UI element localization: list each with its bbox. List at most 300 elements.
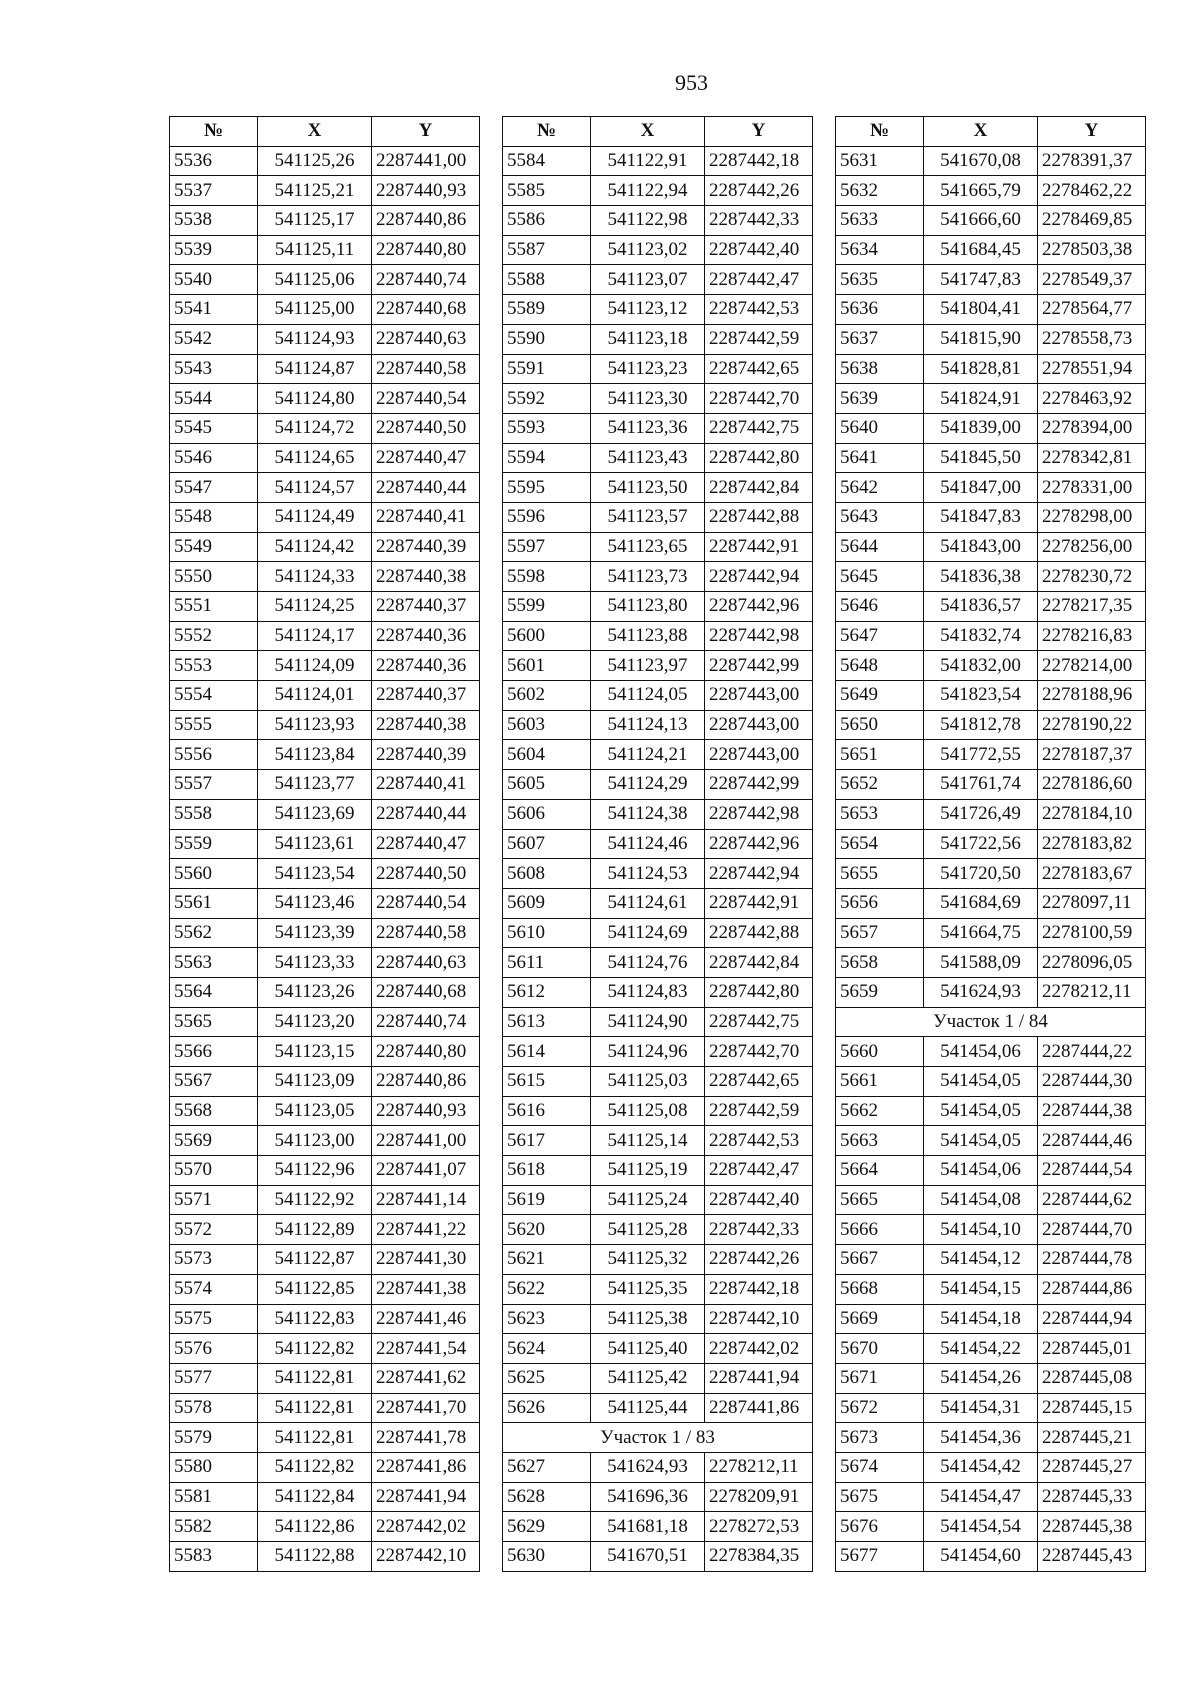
y-cell: 2278100,59 bbox=[1038, 918, 1146, 948]
page-number: 953 bbox=[675, 70, 708, 95]
num-cell: 5623 bbox=[503, 1304, 591, 1334]
num-cell: 5651 bbox=[836, 740, 924, 770]
num-cell: 5640 bbox=[836, 413, 924, 443]
table-row bbox=[836, 1156, 1146, 1186]
table-row bbox=[503, 1304, 813, 1334]
x-cell: 541836,38 bbox=[924, 562, 1038, 592]
x-cell: 541122,91 bbox=[591, 146, 705, 176]
y-cell: 2287441,07 bbox=[372, 1156, 480, 1186]
x-cell: 541125,21 bbox=[258, 176, 372, 206]
num-cell: 5607 bbox=[503, 829, 591, 859]
num-cell: 5599 bbox=[503, 592, 591, 622]
table-row bbox=[503, 888, 813, 918]
y-cell: 2278217,35 bbox=[1038, 592, 1146, 622]
table-row bbox=[170, 948, 480, 978]
x-cell: 541454,08 bbox=[924, 1185, 1038, 1215]
num-cell: 5544 bbox=[170, 384, 258, 414]
y-cell: 2287442,18 bbox=[705, 146, 813, 176]
num-cell: 5604 bbox=[503, 740, 591, 770]
x-cell: 541125,44 bbox=[591, 1393, 705, 1423]
x-cell: 541125,19 bbox=[591, 1156, 705, 1186]
num-cell: 5540 bbox=[170, 265, 258, 295]
x-cell: 541124,87 bbox=[258, 354, 372, 384]
x-cell: 541823,54 bbox=[924, 681, 1038, 711]
table-row bbox=[836, 443, 1146, 473]
num-cell: 5562 bbox=[170, 918, 258, 948]
x-cell: 541124,33 bbox=[258, 562, 372, 592]
y-cell: 2278183,67 bbox=[1038, 859, 1146, 889]
y-cell: 2287440,37 bbox=[372, 681, 480, 711]
num-cell: 5545 bbox=[170, 413, 258, 443]
num-cell: 5594 bbox=[503, 443, 591, 473]
x-cell: 541124,17 bbox=[258, 621, 372, 651]
num-cell: 5622 bbox=[503, 1274, 591, 1304]
num-cell: 5543 bbox=[170, 354, 258, 384]
table-row bbox=[836, 1096, 1146, 1126]
y-cell: 2287440,36 bbox=[372, 621, 480, 651]
y-cell: 2287442,40 bbox=[705, 1185, 813, 1215]
num-cell: 5659 bbox=[836, 977, 924, 1007]
num-cell: 5665 bbox=[836, 1185, 924, 1215]
table-row bbox=[170, 265, 480, 295]
x-cell: 541624,93 bbox=[924, 977, 1038, 1007]
table-row bbox=[170, 1007, 480, 1037]
y-cell: 2287444,62 bbox=[1038, 1185, 1146, 1215]
x-cell: 541720,50 bbox=[924, 859, 1038, 889]
y-cell: 2287440,86 bbox=[372, 206, 480, 236]
table-row bbox=[170, 443, 480, 473]
num-cell: 5630 bbox=[503, 1542, 591, 1572]
y-cell: 2287440,44 bbox=[372, 799, 480, 829]
x-cell: 541122,88 bbox=[258, 1542, 372, 1572]
table-header-row bbox=[503, 117, 813, 147]
x-cell: 541122,84 bbox=[258, 1482, 372, 1512]
y-cell: 2287440,47 bbox=[372, 443, 480, 473]
y-cell: 2287440,74 bbox=[372, 1007, 480, 1037]
table-row bbox=[503, 1452, 813, 1482]
y-cell: 2287442,96 bbox=[705, 829, 813, 859]
x-cell: 541125,11 bbox=[258, 235, 372, 265]
num-cell: 5561 bbox=[170, 888, 258, 918]
table-row bbox=[503, 592, 813, 622]
num-cell: 5536 bbox=[170, 146, 258, 176]
y-cell: 2287442,53 bbox=[705, 1126, 813, 1156]
num-cell: 5664 bbox=[836, 1156, 924, 1186]
num-cell: 5637 bbox=[836, 324, 924, 354]
num-cell: 5674 bbox=[836, 1452, 924, 1482]
table-row bbox=[503, 1363, 813, 1393]
y-cell: 2287440,38 bbox=[372, 562, 480, 592]
num-cell: 5625 bbox=[503, 1363, 591, 1393]
table-row bbox=[170, 413, 480, 443]
table-row bbox=[170, 1363, 480, 1393]
x-cell: 541454,06 bbox=[924, 1156, 1038, 1186]
table-row bbox=[170, 1185, 480, 1215]
table-row bbox=[170, 1334, 480, 1364]
y-cell: 2287442,10 bbox=[372, 1542, 480, 1572]
x-cell: 541125,26 bbox=[258, 146, 372, 176]
table-row bbox=[503, 740, 813, 770]
x-cell: 541664,75 bbox=[924, 918, 1038, 948]
num-cell: 5578 bbox=[170, 1393, 258, 1423]
table-row bbox=[836, 888, 1146, 918]
table-row bbox=[170, 473, 480, 503]
num-cell: 5635 bbox=[836, 265, 924, 295]
x-cell: 541454,47 bbox=[924, 1482, 1038, 1512]
y-cell: 2287444,38 bbox=[1038, 1096, 1146, 1126]
y-cell: 2278384,35 bbox=[705, 1542, 813, 1572]
table-row bbox=[503, 1096, 813, 1126]
num-cell: 5569 bbox=[170, 1126, 258, 1156]
x-cell: 541124,46 bbox=[591, 829, 705, 859]
y-cell: 2287442,98 bbox=[705, 799, 813, 829]
num-cell: 5584 bbox=[503, 146, 591, 176]
table-row bbox=[503, 532, 813, 562]
y-cell: 2287441,00 bbox=[372, 1126, 480, 1156]
x-cell: 541123,33 bbox=[258, 948, 372, 978]
y-cell: 2287441,94 bbox=[372, 1482, 480, 1512]
x-cell: 541832,00 bbox=[924, 651, 1038, 681]
table-row bbox=[503, 1126, 813, 1156]
section-title: Участок 1 / 83 bbox=[503, 1423, 813, 1453]
y-cell: 2287440,58 bbox=[372, 354, 480, 384]
x-column-header: X bbox=[591, 117, 705, 147]
y-cell: 2287444,94 bbox=[1038, 1304, 1146, 1334]
table-row bbox=[170, 799, 480, 829]
table-row bbox=[170, 651, 480, 681]
x-cell: 541123,07 bbox=[591, 265, 705, 295]
table-row bbox=[836, 681, 1146, 711]
table-row bbox=[170, 1542, 480, 1572]
num-cell: 5564 bbox=[170, 977, 258, 1007]
table-row bbox=[503, 1482, 813, 1512]
x-cell: 541454,18 bbox=[924, 1304, 1038, 1334]
num-cell: 5655 bbox=[836, 859, 924, 889]
y-cell: 2287442,99 bbox=[705, 651, 813, 681]
num-cell: 5645 bbox=[836, 562, 924, 592]
x-cell: 541125,40 bbox=[591, 1334, 705, 1364]
y-cell: 2278551,94 bbox=[1038, 354, 1146, 384]
y-column-header: Y bbox=[372, 117, 480, 147]
num-cell: 5590 bbox=[503, 324, 591, 354]
num-cell: 5634 bbox=[836, 235, 924, 265]
table-row bbox=[836, 948, 1146, 978]
table-row bbox=[836, 354, 1146, 384]
y-cell: 2287442,80 bbox=[705, 443, 813, 473]
coordinates-table-2 bbox=[502, 116, 813, 1572]
table-row bbox=[170, 770, 480, 800]
y-cell: 2287442,18 bbox=[705, 1274, 813, 1304]
table-row bbox=[170, 859, 480, 889]
table-row bbox=[503, 1393, 813, 1423]
num-cell: 5585 bbox=[503, 176, 591, 206]
x-cell: 541123,61 bbox=[258, 829, 372, 859]
table-row bbox=[170, 1037, 480, 1067]
num-cell: 5608 bbox=[503, 859, 591, 889]
y-cell: 2287442,53 bbox=[705, 295, 813, 325]
table-row bbox=[503, 354, 813, 384]
table-row bbox=[503, 918, 813, 948]
y-cell: 2278462,22 bbox=[1038, 176, 1146, 206]
y-cell: 2278184,10 bbox=[1038, 799, 1146, 829]
num-cell: 5633 bbox=[836, 206, 924, 236]
num-cell: 5558 bbox=[170, 799, 258, 829]
x-cell: 541839,00 bbox=[924, 413, 1038, 443]
y-cell: 2287445,33 bbox=[1038, 1482, 1146, 1512]
table-row bbox=[836, 1393, 1146, 1423]
num-cell: 5620 bbox=[503, 1215, 591, 1245]
num-cell: 5656 bbox=[836, 888, 924, 918]
num-cell: 5649 bbox=[836, 681, 924, 711]
num-cell: 5555 bbox=[170, 710, 258, 740]
x-cell: 541454,31 bbox=[924, 1393, 1038, 1423]
y-cell: 2278187,37 bbox=[1038, 740, 1146, 770]
y-cell: 2287441,94 bbox=[705, 1363, 813, 1393]
table-row bbox=[170, 235, 480, 265]
table-row bbox=[503, 473, 813, 503]
y-cell: 2287442,80 bbox=[705, 977, 813, 1007]
num-cell: 5639 bbox=[836, 384, 924, 414]
num-cell: 5626 bbox=[503, 1393, 591, 1423]
table-row bbox=[170, 384, 480, 414]
x-cell: 541125,24 bbox=[591, 1185, 705, 1215]
table-row bbox=[170, 1096, 480, 1126]
x-cell: 541124,13 bbox=[591, 710, 705, 740]
table-row bbox=[503, 1156, 813, 1186]
num-cell: 5605 bbox=[503, 770, 591, 800]
x-cell: 541124,53 bbox=[591, 859, 705, 889]
y-cell: 2287440,50 bbox=[372, 413, 480, 443]
x-cell: 541828,81 bbox=[924, 354, 1038, 384]
x-cell: 541454,22 bbox=[924, 1334, 1038, 1364]
num-cell: 5653 bbox=[836, 799, 924, 829]
num-cell: 5549 bbox=[170, 532, 258, 562]
x-cell: 541454,36 bbox=[924, 1423, 1038, 1453]
table-row bbox=[836, 1542, 1146, 1572]
x-cell: 541124,65 bbox=[258, 443, 372, 473]
y-cell: 2278298,00 bbox=[1038, 502, 1146, 532]
y-cell: 2287441,86 bbox=[372, 1452, 480, 1482]
table-row bbox=[836, 176, 1146, 206]
num-cell: 5600 bbox=[503, 621, 591, 651]
table-row bbox=[836, 1423, 1146, 1453]
x-cell: 541454,15 bbox=[924, 1274, 1038, 1304]
table-row bbox=[170, 1274, 480, 1304]
num-cell: 5573 bbox=[170, 1245, 258, 1275]
y-column-header: Y bbox=[705, 117, 813, 147]
num-cell: 5581 bbox=[170, 1482, 258, 1512]
y-cell: 2287442,47 bbox=[705, 1156, 813, 1186]
num-cell: 5589 bbox=[503, 295, 591, 325]
num-cell: 5632 bbox=[836, 176, 924, 206]
y-cell: 2287445,43 bbox=[1038, 1542, 1146, 1572]
table-row bbox=[503, 977, 813, 1007]
x-cell: 541125,38 bbox=[591, 1304, 705, 1334]
x-cell: 541124,61 bbox=[591, 888, 705, 918]
num-cell: 5654 bbox=[836, 829, 924, 859]
table-row bbox=[836, 1037, 1146, 1067]
x-cell: 541123,05 bbox=[258, 1096, 372, 1126]
num-cell: 5642 bbox=[836, 473, 924, 503]
table-row bbox=[836, 799, 1146, 829]
x-cell: 541123,73 bbox=[591, 562, 705, 592]
x-cell: 541124,96 bbox=[591, 1037, 705, 1067]
x-cell: 541124,38 bbox=[591, 799, 705, 829]
num-cell: 5603 bbox=[503, 710, 591, 740]
y-cell: 2278342,81 bbox=[1038, 443, 1146, 473]
y-cell: 2287444,78 bbox=[1038, 1245, 1146, 1275]
num-cell: 5571 bbox=[170, 1185, 258, 1215]
table-row bbox=[836, 918, 1146, 948]
x-cell: 541123,26 bbox=[258, 977, 372, 1007]
num-cell: 5557 bbox=[170, 770, 258, 800]
table-row bbox=[503, 206, 813, 236]
y-cell: 2287440,41 bbox=[372, 770, 480, 800]
x-cell: 541125,00 bbox=[258, 295, 372, 325]
y-cell: 2287440,93 bbox=[372, 176, 480, 206]
y-cell: 2287442,10 bbox=[705, 1304, 813, 1334]
y-cell: 2287441,86 bbox=[705, 1393, 813, 1423]
num-cell: 5559 bbox=[170, 829, 258, 859]
y-cell: 2287442,75 bbox=[705, 413, 813, 443]
num-cell: 5615 bbox=[503, 1067, 591, 1097]
y-cell: 2287442,91 bbox=[705, 532, 813, 562]
table-row bbox=[170, 740, 480, 770]
table-row bbox=[170, 621, 480, 651]
y-cell: 2287442,70 bbox=[705, 384, 813, 414]
y-cell: 2287442,59 bbox=[705, 324, 813, 354]
x-cell: 541454,42 bbox=[924, 1452, 1038, 1482]
x-column-header: X bbox=[924, 117, 1038, 147]
y-cell: 2287444,54 bbox=[1038, 1156, 1146, 1186]
x-cell: 541454,05 bbox=[924, 1096, 1038, 1126]
y-cell: 2278230,72 bbox=[1038, 562, 1146, 592]
table-row bbox=[503, 1007, 813, 1037]
table-row bbox=[170, 918, 480, 948]
num-cell: 5658 bbox=[836, 948, 924, 978]
num-cell: 5560 bbox=[170, 859, 258, 889]
num-cell: 5675 bbox=[836, 1482, 924, 1512]
section-title: Участок 1 / 84 bbox=[836, 1007, 1146, 1037]
x-cell: 541125,32 bbox=[591, 1245, 705, 1275]
x-cell: 541123,54 bbox=[258, 859, 372, 889]
table-row bbox=[836, 295, 1146, 325]
num-cell: 5612 bbox=[503, 977, 591, 1007]
x-cell: 541454,54 bbox=[924, 1512, 1038, 1542]
table-row bbox=[836, 1067, 1146, 1097]
coordinates-table-1 bbox=[169, 116, 480, 1572]
num-cell: 5621 bbox=[503, 1245, 591, 1275]
table-row bbox=[503, 1037, 813, 1067]
table-row bbox=[170, 710, 480, 740]
num-cell: 5670 bbox=[836, 1334, 924, 1364]
num-cell: 5663 bbox=[836, 1126, 924, 1156]
table-row bbox=[503, 265, 813, 295]
num-cell: 5673 bbox=[836, 1423, 924, 1453]
y-cell: 2287442,02 bbox=[705, 1334, 813, 1364]
table-row bbox=[170, 1245, 480, 1275]
table-row bbox=[170, 295, 480, 325]
y-cell: 2287440,36 bbox=[372, 651, 480, 681]
table-row bbox=[836, 206, 1146, 236]
num-cell: 5575 bbox=[170, 1304, 258, 1334]
table-row bbox=[503, 1245, 813, 1275]
y-cell: 2278183,82 bbox=[1038, 829, 1146, 859]
x-cell: 541125,17 bbox=[258, 206, 372, 236]
x-cell: 541824,91 bbox=[924, 384, 1038, 414]
x-cell: 541123,77 bbox=[258, 770, 372, 800]
x-cell: 541123,69 bbox=[258, 799, 372, 829]
y-cell: 2278209,91 bbox=[705, 1482, 813, 1512]
x-cell: 541123,09 bbox=[258, 1067, 372, 1097]
table-row bbox=[836, 1245, 1146, 1275]
x-cell: 541681,18 bbox=[591, 1512, 705, 1542]
y-cell: 2278186,60 bbox=[1038, 770, 1146, 800]
table-row bbox=[170, 324, 480, 354]
x-cell: 541684,45 bbox=[924, 235, 1038, 265]
x-cell: 541747,83 bbox=[924, 265, 1038, 295]
y-cell: 2287442,91 bbox=[705, 888, 813, 918]
table-row bbox=[503, 413, 813, 443]
x-cell: 541845,50 bbox=[924, 443, 1038, 473]
num-column-header: № bbox=[836, 117, 924, 147]
y-cell: 2287442,94 bbox=[705, 562, 813, 592]
num-cell: 5672 bbox=[836, 1393, 924, 1423]
x-cell: 541761,74 bbox=[924, 770, 1038, 800]
num-cell: 5601 bbox=[503, 651, 591, 681]
num-cell: 5610 bbox=[503, 918, 591, 948]
table-row bbox=[503, 948, 813, 978]
table-row bbox=[836, 1215, 1146, 1245]
table-row bbox=[170, 502, 480, 532]
num-cell: 5574 bbox=[170, 1274, 258, 1304]
y-cell: 2287444,30 bbox=[1038, 1067, 1146, 1097]
y-cell: 2278558,73 bbox=[1038, 324, 1146, 354]
y-cell: 2287440,47 bbox=[372, 829, 480, 859]
table-row bbox=[503, 562, 813, 592]
x-cell: 541123,50 bbox=[591, 473, 705, 503]
num-cell: 5598 bbox=[503, 562, 591, 592]
y-cell: 2287441,14 bbox=[372, 1185, 480, 1215]
table-row bbox=[503, 1215, 813, 1245]
y-cell: 2287442,98 bbox=[705, 621, 813, 651]
table-row bbox=[170, 1452, 480, 1482]
num-cell: 5660 bbox=[836, 1037, 924, 1067]
table-row bbox=[170, 1512, 480, 1542]
y-cell: 2287440,63 bbox=[372, 324, 480, 354]
num-cell: 5667 bbox=[836, 1245, 924, 1275]
x-cell: 541125,42 bbox=[591, 1363, 705, 1393]
num-cell: 5677 bbox=[836, 1542, 924, 1572]
table-row bbox=[836, 770, 1146, 800]
x-cell: 541123,80 bbox=[591, 592, 705, 622]
table-row bbox=[503, 859, 813, 889]
x-cell: 541122,82 bbox=[258, 1452, 372, 1482]
table-row bbox=[170, 1423, 480, 1453]
x-cell: 541123,12 bbox=[591, 295, 705, 325]
table-row bbox=[170, 562, 480, 592]
y-cell: 2287440,80 bbox=[372, 1037, 480, 1067]
y-cell: 2287440,54 bbox=[372, 384, 480, 414]
num-cell: 5648 bbox=[836, 651, 924, 681]
num-cell: 5629 bbox=[503, 1512, 591, 1542]
x-cell: 541454,60 bbox=[924, 1542, 1038, 1572]
table-row bbox=[503, 1067, 813, 1097]
table-row bbox=[503, 1542, 813, 1572]
y-cell: 2287445,15 bbox=[1038, 1393, 1146, 1423]
num-cell: 5541 bbox=[170, 295, 258, 325]
table-row bbox=[503, 443, 813, 473]
